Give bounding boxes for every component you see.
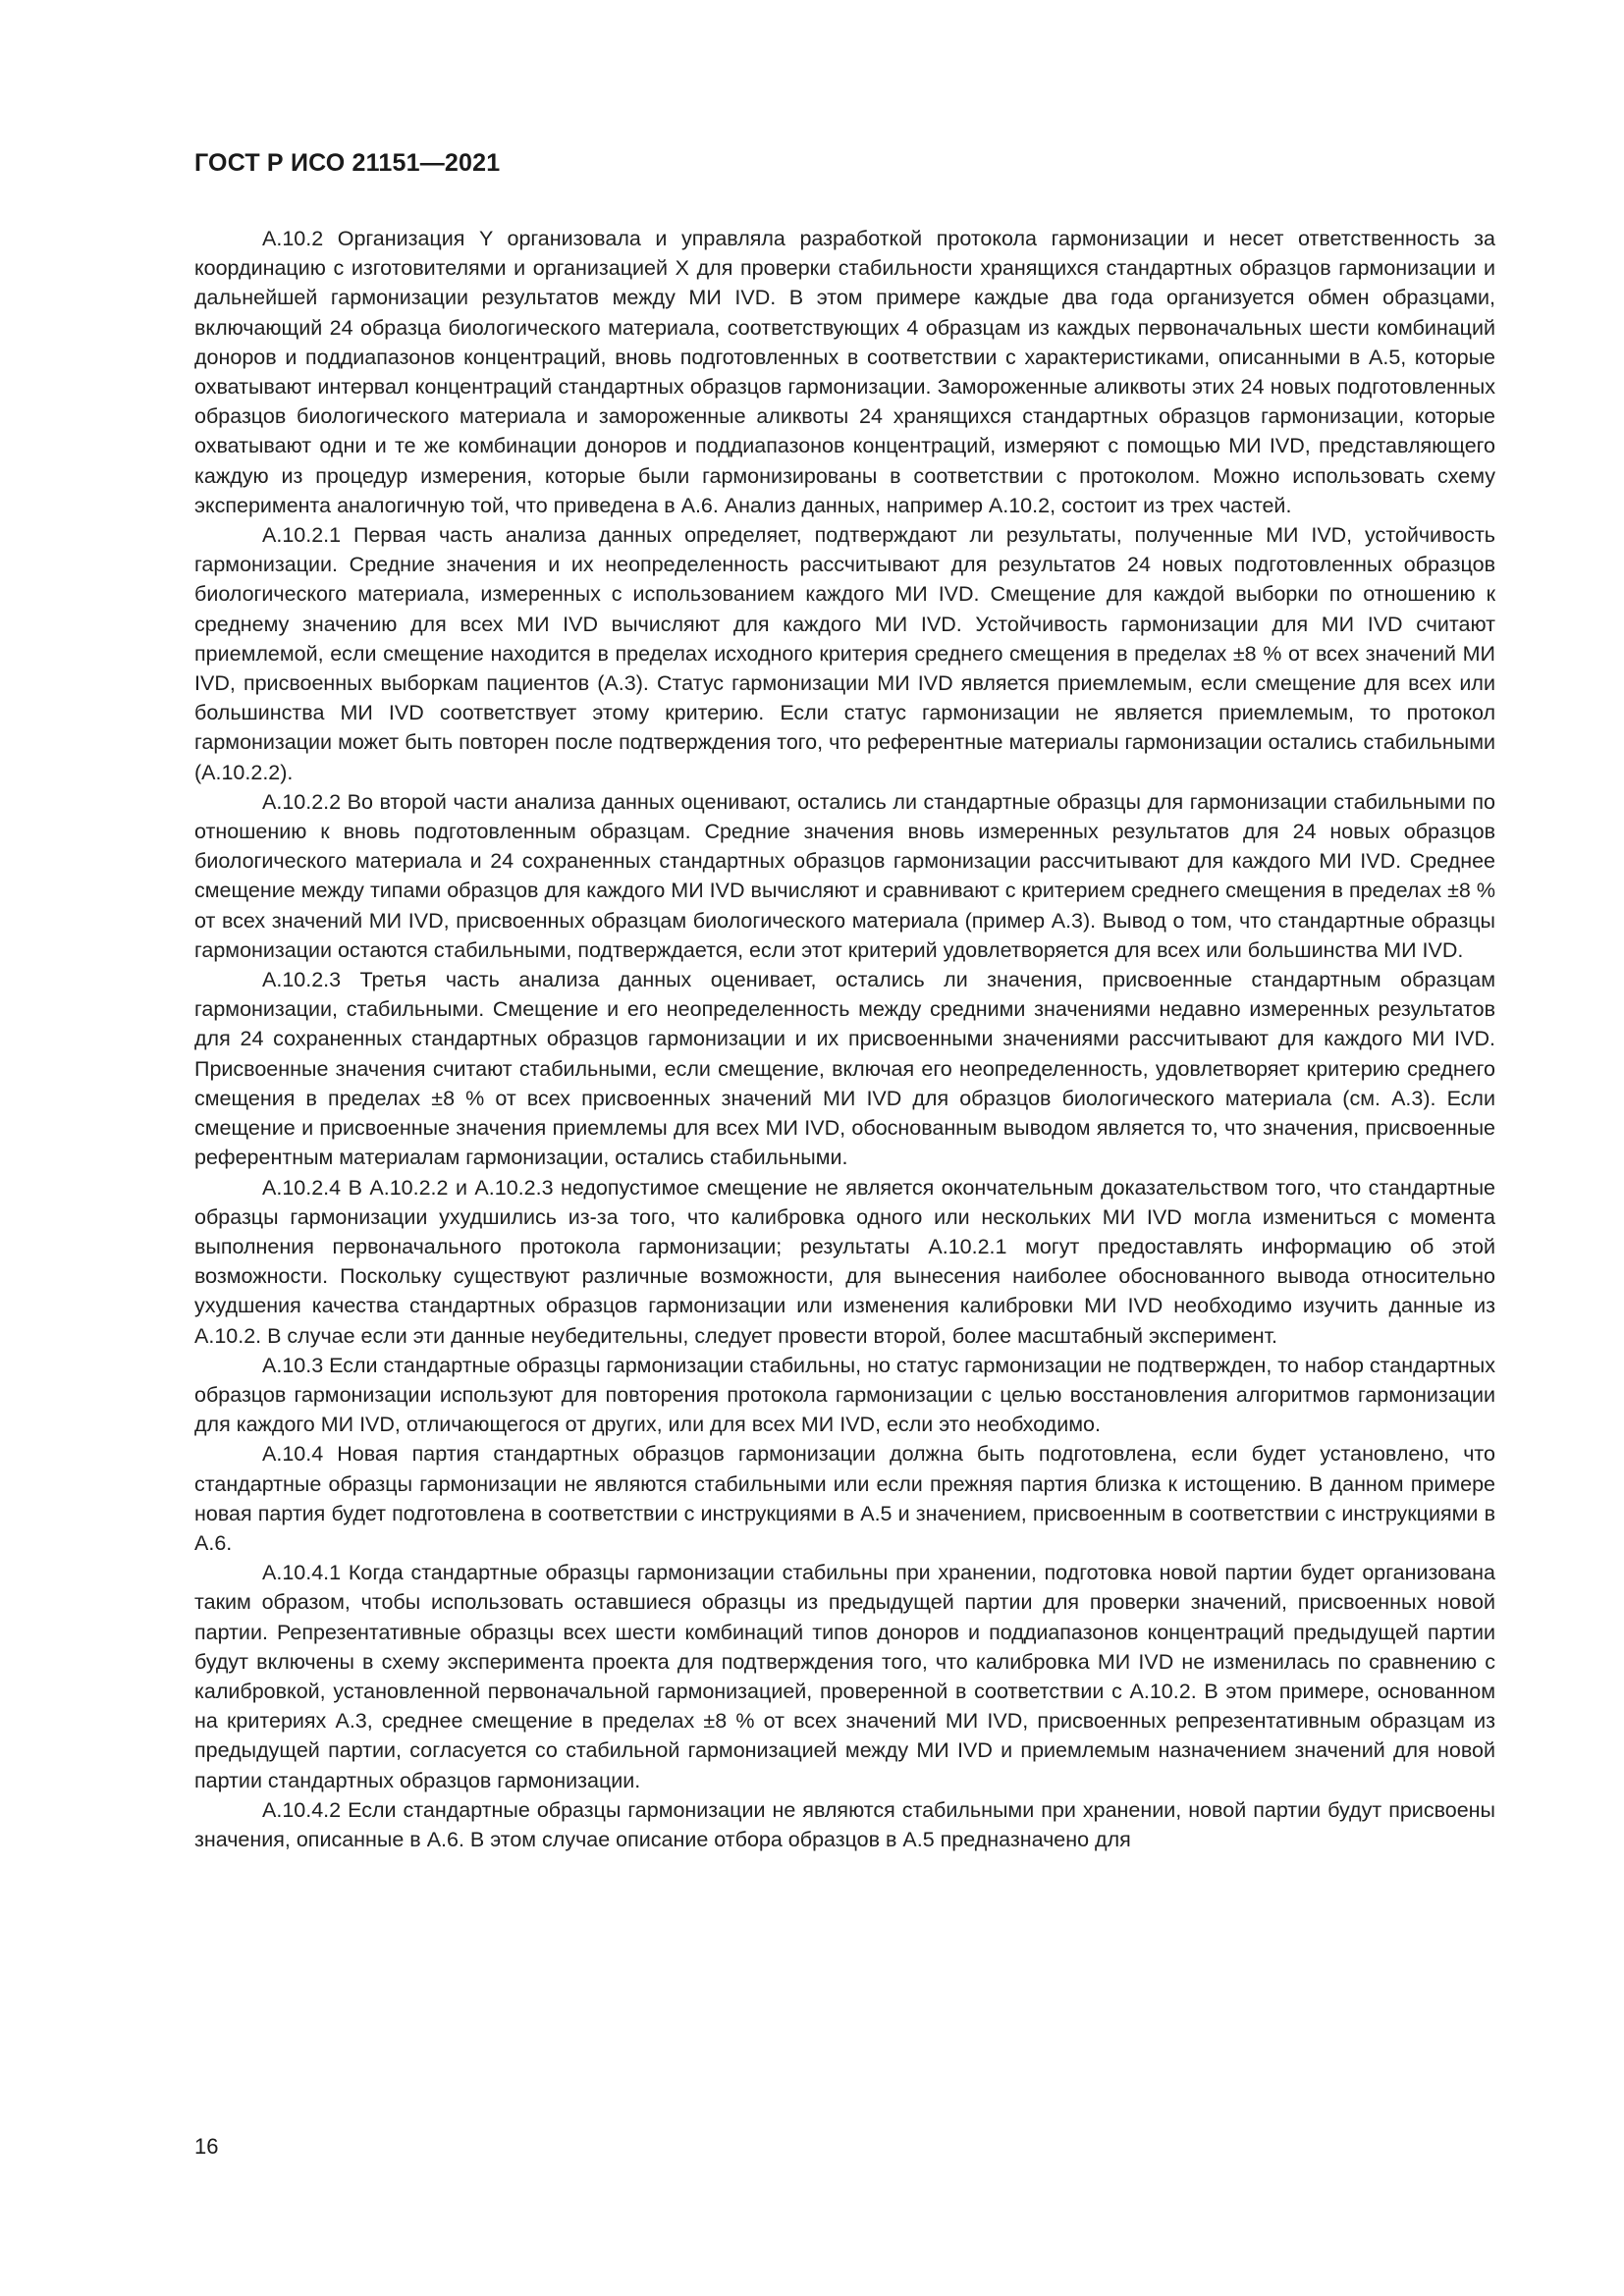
document-header: ГОСТ Р ИСО 21151—2021: [194, 149, 501, 177]
paragraph-a-10-2-3: A.10.2.3 Третья часть анализа данных оценивает, остались ли значения, присвоенные стандартным образцам гармонизации, стабильными. Смещение и его неопределенность между средними значениями недавно измеренных результатов для 24 сохраненных стандартных образцов гармонизации и их присвоенными значениями рассчитывают для каждого МИ IVD. Присвоенные значения считают стабильными, если смещение, включая его неопределенность, удовлетворяет критерию среднего смещения в пределах ±8 % от всех присвоенных значений МИ IVD для образцов биологического материала (см. А.3). Если смещение и присвоенные значения приемлемы для всех МИ IVD, обоснованным выводом является то, что значения, присвоенные референтным материалам гармонизации, остались стабильными.: [194, 968, 1495, 1170]
paragraph-a-10-2-4: A.10.2.4 В А.10.2.2 и А.10.2.3 недопустимое смещение не является окончательным доказательством того, что стандартные образцы гармонизации ухудшились из-за того, что калибровка одного или нескольких МИ IVD могла измениться с момента выполнения первоначального протокола гармонизации; результаты А.10.2.1 могут предоставлять информацию об этой возможности. Поскольку существуют различные возможности, для вынесения наиболее обоснованного вывода относительно ухудшения качества стандартных образцов гармонизации или изменения калибровки МИ IVD необходимо изучить данные из А.10.2. В случае если эти данные неубедительны, следует провести второй, более масштабный эксперимент.: [194, 1175, 1495, 1348]
paragraph-a-10-2: A.10.2 Организация Y организовала и управляла разработкой протокола гармонизации и несет ответственность за координацию с изготовителями и организацией X для проверки стабильности хранящихся стандартных образцов гармонизации и дальнейшей гармонизации результатов между МИ IVD. В этом примере каждые два года организуется обмен образцами, включающий 24 образца биологического материала, соответствующих 4 образцам из каждых первоначальных шести комбинаций доноров и поддиапазонов концентраций, вновь подготовленных в соответствии с характеристиками, описанными в А.5, которые охватывают интервал концентраций стандартных образцов гармонизации. Замороженные аликвоты этих 24 новых подготовленных образцов биологического материала и замороженные аликвоты 24 хранящихся стандартных образцов гармонизации, которые охватывают одни и те же комбинации доноров и поддиапазонов концентраций, измеряют с помощью МИ IVD, представляющего каждую из процедур измерения, которые были гармонизированы в соответствии с протоколом. Можно использовать схему эксперимента аналогичную той, что приведена в А.6. Анализ данных, например А.10.2, состоит из трех частей.: [194, 227, 1495, 517]
paragraph-a-10-2-2: A.10.2.2 Во второй части анализа данных оценивают, остались ли стандартные образцы для гармонизации стабильными по отношению к вновь подготовленным образцам. Средние значения вновь измеренных результатов для 24 новых образцов биологического материала и 24 сохраненных стандартных образцов гармонизации рассчитывают для каждого МИ IVD. Среднее смещение между типами образцов для каждого МИ IVD вычисляют и сравнивают с критерием среднего смещения в пределах ±8 % от всех значений МИ IVD, присвоенных образцам биологического материала (пример А.3). Вывод о том, что стандартные образцы гармонизации остаются стабильными, подтверждается, если этот критерий удовлетворяется для всех или большинства МИ IVD.: [194, 789, 1495, 962]
paragraph-a-10-2-1: A.10.2.1 Первая часть анализа данных определяет, подтверждают ли результаты, полученные МИ IVD, устойчивость гармонизации. Средние значения и их неопределенность рассчитывают для результатов 24 новых подготовленных образцов биологического материала, измеренных с использованием каждого МИ IVD. Смещение для каждой выборки по отношению к среднему значению для всех МИ IVD вычисляют для каждого МИ IVD. Устойчивость гармонизации для МИ IVD считают приемлемой, если смещение находится в пределах исходного критерия среднего смещения в пределах ±8 % от всех значений МИ IVD, присвоенных выборкам пациентов (А.3). Статус гармонизации МИ IVD является приемлемым, если смещение для всех или большинства МИ IVD соответствует этому критерию. Если статус гармонизации не является приемлемым, то протокол гармонизации может быть повторен после подтверждения того, что референтные материалы гармонизации остались стабильными (А.10.2.2).: [194, 523, 1495, 784]
document-body: [194, 224, 1495, 1854]
page-number: 16: [194, 2134, 219, 2159]
paragraph-a-10-4-1: A.10.4.1 Когда стандартные образцы гармонизации стабильны при хранении, подготовка новой партии будет организована таким образом, чтобы использовать оставшиеся образцы из предыдущей партии для проверки значений, присвоенных новой партии. Репрезентативные образцы всех шести комбинаций типов доноров и поддиапазонов концентраций предыдущей партии будут включены в схему эксперимента проекта для подтверждения того, что калибровка МИ IVD не изменилась по сравнению с калибровкой, установленной первоначальной гармонизацией, проверенной в соответствии с А.10.2. В этом примере, основанном на критериях А.3, среднее смещение в пределах ±8 % от всех значений МИ IVD, присвоенных репрезентативным образцам из предыдущей партии, согласуется со стабильной гармонизацией между МИ IVD и приемлемым назначением значений для новой партии стандартных образцов гармонизации.: [194, 1561, 1495, 1792]
paragraph-a-10-4-2: A.10.4.2 Если стандартные образцы гармонизации не являются стабильными при хранении, новой партии будут присвоены значения, описанные в А.6. В этом случае описание отбора образцов в А.5 предназначено для: [194, 1797, 1495, 1851]
paragraph-a-10-3: A.10.3 Если стандартные образцы гармонизации стабильны, но статус гармонизации не подтвержден, то набор стандартных образцов гармонизации используют для повторения протокола гармонизации с целью восстановления алгоритмов гармонизации для каждого МИ IVD, отличающегося от других, или для всех МИ IVD, если это необходимо.: [194, 1353, 1495, 1437]
paragraph-a-10-4: A.10.4 Новая партия стандартных образцов гармонизации должна быть подготовлена, если будет установлено, что стандартные образцы гармонизации не являются стабильными или если прежняя партия близка к истощению. В данном примере новая партия будет подготовлена в соответствии с инструкциями в А.5 и значением, присвоенным в соответствии с инструкциями в А.6.: [194, 1442, 1495, 1555]
